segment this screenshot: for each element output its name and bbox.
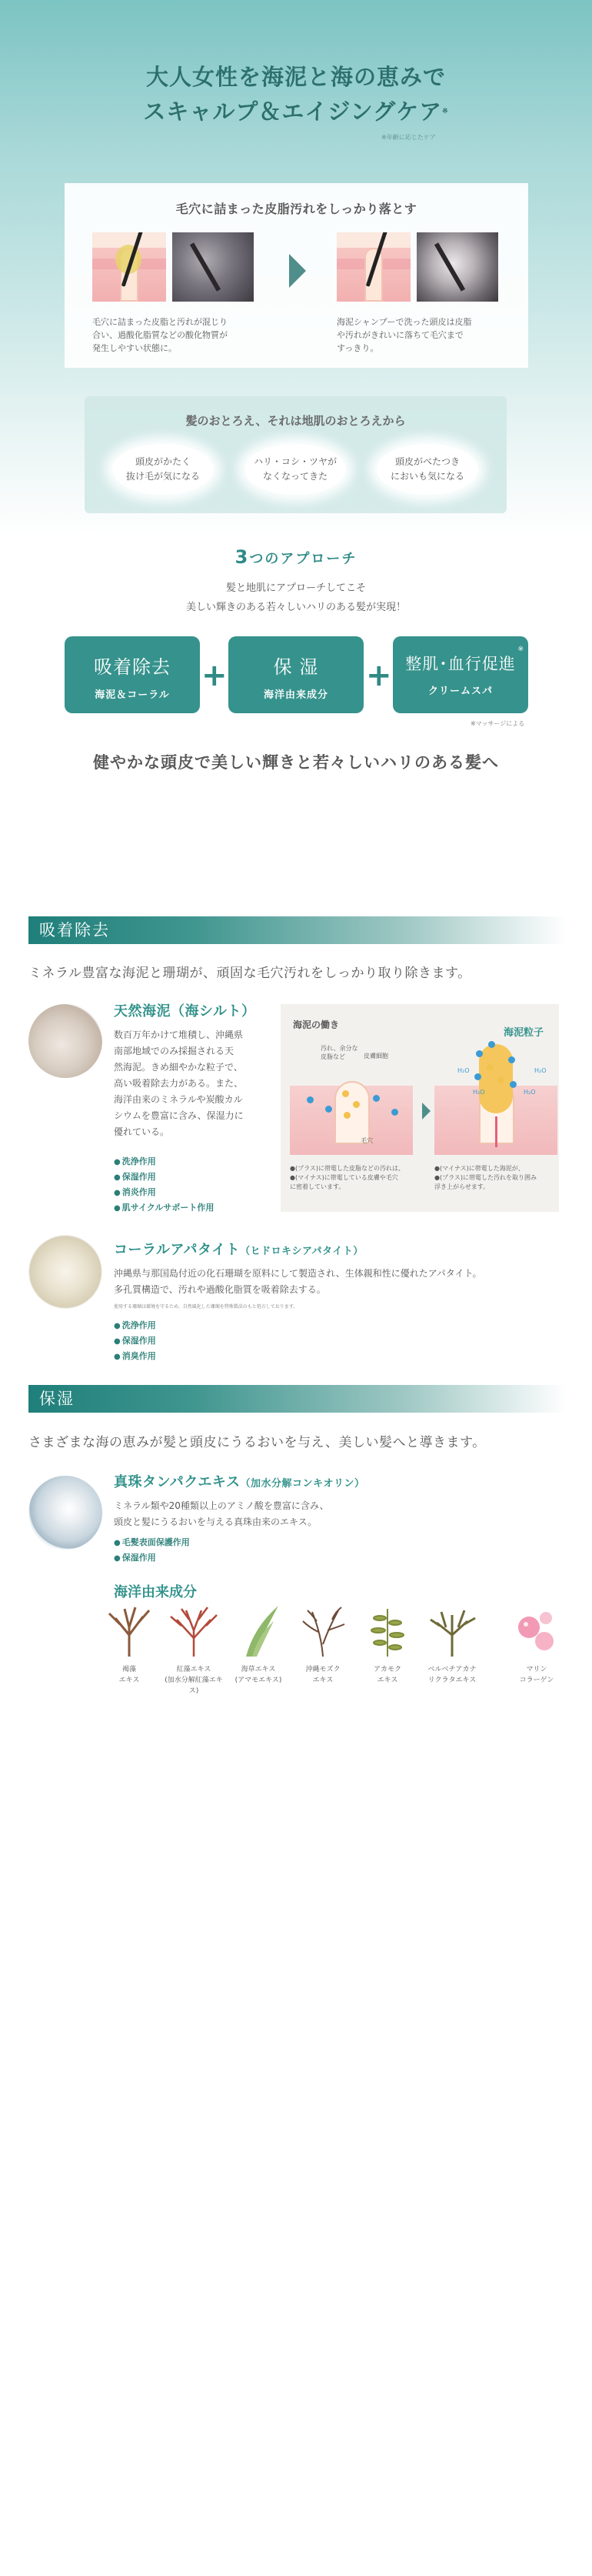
hero-title-line2: スキャルプ＆エイジングケア bbox=[143, 98, 443, 125]
silt-diagram: 海泥の働き 海泥粒子 汚れ、余分な 皮脂など 皮膚細胞 毛穴 H₂O H₂O H₂O H₂O ●(プラス)に帯電した皮脂などの汚れは、 ●(マイナス)に帯電している皮膚や毛穴 に密着しています。 ●(マイナス)に帯電した海泥が、 ●(プラス)に帯電した汚れを取り囲み 浮き上がらせます。 bbox=[281, 1004, 559, 1212]
catch-copy: 健やかな頭皮で美しい輝きと若々しいハリのある髪へ bbox=[93, 752, 499, 772]
marine-item: 褐藻 エキス bbox=[97, 1604, 161, 1686]
marine-item: ベルベチアカナ リクラタエキス bbox=[420, 1604, 484, 1686]
silt-title: 天然海泥（海シルト） bbox=[114, 1003, 256, 1019]
pore-after-text: 海泥シャンプーで洗った頭皮は皮脂 や汚れがきれいに落ちて毛穴まで すっきり。 bbox=[337, 317, 472, 353]
section-bar-adsorption: 吸着除去 bbox=[28, 916, 567, 944]
hero-title-mark: ※ bbox=[442, 108, 449, 115]
marine-item: アカモク エキス bbox=[355, 1604, 420, 1686]
section-lead-adsorption: ミネラル豊富な海泥と珊瑚が、頑固な毛穴汚れをしっかり取り除きます。 bbox=[28, 966, 471, 981]
pearl-photo bbox=[28, 1476, 102, 1550]
coral-note: 使用する珊瑚は環境を守るため、自然風化した珊瑚を特殊製法のもと処方しております。 bbox=[114, 1304, 298, 1310]
massage-note: ※マッサージによる bbox=[471, 720, 525, 727]
pore-comparison-box bbox=[65, 183, 528, 368]
skin-before-illustration bbox=[92, 232, 166, 302]
coral-body: 沖縄県与那国島付近の化石珊瑚を原料にして製造され、生体親和性に優れたアパタイト。 多孔質構造で、汚れや過酸化脂質を吸着除去する。 bbox=[114, 1268, 482, 1295]
diagram-after-panel bbox=[434, 1063, 557, 1155]
skin-cell-label: 皮膚細胞 bbox=[364, 1053, 388, 1059]
approach-box-moisture: 保 湿 海洋由来成分 bbox=[228, 636, 364, 713]
section-lead-moisture: さまざまな海の恵みが髪と頭皮にうるおいを与え、美しい髪へと導きます。 bbox=[28, 1435, 486, 1450]
plus-icon: + bbox=[201, 658, 228, 693]
approach-subtitle: 髪と地肌にアプローチしてこそ 美しい輝きのある若々しいハリのある髪が実現！ bbox=[185, 582, 406, 613]
marine-item: 沖縄モズク エキス bbox=[291, 1604, 355, 1686]
section-bar-moisture: 保湿 bbox=[28, 1385, 567, 1413]
arrow-right-icon bbox=[289, 254, 306, 288]
mozuku-icon bbox=[295, 1604, 351, 1658]
silt-particle-label: 海泥粒子 bbox=[504, 1027, 544, 1039]
coral-effects: ● 洗浄作用 ● 保湿作用 ● 消臭作用 bbox=[114, 1318, 156, 1364]
marine-item: 紅藻エキス (加水分解紅藻エキス) bbox=[161, 1604, 226, 1697]
pelvetia-icon bbox=[424, 1604, 480, 1658]
red-algae-icon bbox=[166, 1604, 221, 1658]
marine-item: マリン コラーゲン bbox=[504, 1604, 569, 1686]
pore-title: 毛穴に詰まった皮脂汚れをしっかり落とす bbox=[175, 202, 417, 216]
concern-cloud: 頭皮がべたつき においも気になる bbox=[377, 444, 478, 495]
arrow-right-icon bbox=[422, 1103, 431, 1119]
scalp-after-photo bbox=[417, 232, 498, 302]
coral-photo bbox=[28, 1235, 102, 1309]
approach-box-adsorption: 吸着除去 海泥＆コーラル bbox=[65, 636, 200, 713]
diagram-caption-before: ●(プラス)に帯電した皮脂などの汚れは、 ●(マイナス)に帯電している皮膚や毛穴 に密着しています。 bbox=[290, 1165, 404, 1190]
plus-icon: + bbox=[366, 658, 392, 693]
decline-title: 髪のおとろえ、それは地肌のおとろえから bbox=[185, 414, 406, 428]
pore-before-text: 毛穴に詰まった皮脂と汚れが混じり 合い、過酸化脂質などの酸化物質が 発生しやすい状態に。 bbox=[92, 317, 228, 353]
diagram-before-panel bbox=[290, 1063, 413, 1155]
concern-cloud: 頭皮がかたく 抜け毛が気になる bbox=[112, 444, 214, 495]
hero-title bbox=[0, 0, 592, 129]
brown-algae-icon bbox=[101, 1604, 157, 1658]
coral-title: コーラルアパタイト（ヒドロキシアパタイト） bbox=[114, 1242, 364, 1258]
approach-title: 3つのアプローチ bbox=[234, 546, 358, 568]
diagram-label: 海泥の働き bbox=[293, 1019, 340, 1030]
pore-label: 毛穴 bbox=[361, 1137, 373, 1144]
seagrass-icon bbox=[231, 1604, 286, 1658]
marine-title: 海洋由来成分 bbox=[114, 1584, 197, 1600]
scalp-before-photo bbox=[172, 232, 254, 302]
hero-note: ※年齢に応じたケア bbox=[381, 134, 436, 141]
silt-body: 数百万年かけて堆積し、沖縄県 南部地域でのみ採掘される天 然海泥。きめ細やかな粒子で、 高い吸着除去力がある。また、 海洋由来のミネラルや炭酸カル シウムを豊富に含み、保湿力に 優れている。 bbox=[114, 1029, 244, 1137]
akamoku-icon bbox=[360, 1604, 415, 1658]
concern-cloud: ハリ・コシ・ツヤが なくなってきた bbox=[244, 444, 346, 495]
diagram-caption-after: ●(マイナス)に帯電した海泥が、 ●(プラス)に帯電した汚れを取り囲み 浮き上がらせます。 bbox=[434, 1165, 537, 1190]
decline-box bbox=[85, 396, 507, 513]
collagen-icon bbox=[509, 1604, 564, 1658]
hero-section bbox=[0, 0, 592, 839]
hero-title-line1: 大人女性を海泥と海の恵みで bbox=[145, 64, 446, 90]
silt-photo bbox=[28, 1004, 102, 1078]
pearl-title: 真珠タンパクエキス（加水分解コンキオリン） bbox=[114, 1474, 365, 1490]
dirt-label: 汚れ、余分な 皮脂など bbox=[321, 1045, 358, 1060]
approach-box-spa: 整肌･血行促進 クリームスパ ※ bbox=[393, 636, 528, 713]
silt-effects: ● 洗浄作用 ● 保湿作用 ● 消炎作用 ● 肌サイクルサポート作用 bbox=[114, 1154, 214, 1216]
skin-after-illustration bbox=[337, 232, 411, 302]
pearl-body: ミネラル類や20種類以上のアミノ酸を豊富に含み、 頭皮と髪にうるおいを与える真珠由来のエキス。 bbox=[114, 1500, 329, 1527]
pearl-effects: ● 毛髪表面保護作用 ● 保湿作用 bbox=[114, 1535, 190, 1566]
marine-item: 海草エキス (アマモエキス) bbox=[226, 1604, 291, 1686]
